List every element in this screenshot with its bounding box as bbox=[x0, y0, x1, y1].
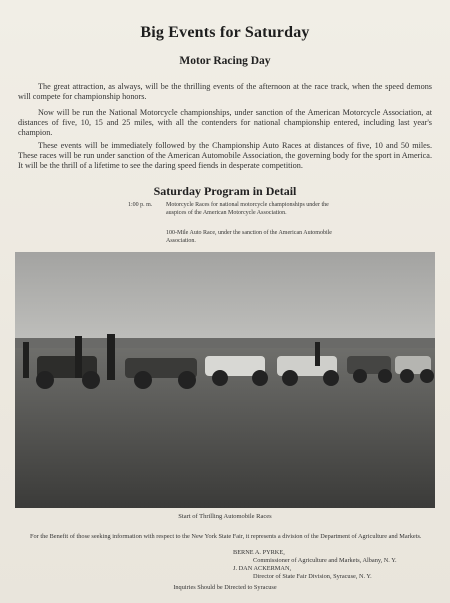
footer-intro: For the Benefit of those seeking information with respect to the New York State Fair, it represents a division of the Department of Agriculture and Markets. bbox=[30, 533, 422, 540]
paragraph-3: These events will be immediately followed by the Championship Auto Races at distances of five, 10 and 50 miles. These races will be run under sanction of the American Automobile Association, the governing body for the sport in America. It will be the thrill of a lifetime to see the daring speed fiends in desperate competition. bbox=[18, 141, 432, 170]
photo-caption: Start of Thrilling Automobile Races bbox=[178, 513, 272, 520]
inquiries-note: Inquiries Should be Directed to Syracuse bbox=[173, 584, 277, 591]
page-title: Big Events for Saturday bbox=[140, 24, 310, 41]
commissioner-name: BERNE A. PYRKE, bbox=[233, 549, 285, 556]
schedule-item-2: 100-Mile Auto Race, under the sanction of the American Automobile Association. bbox=[166, 230, 332, 244]
schedule-time: 1:00 p. m. bbox=[128, 202, 153, 208]
paragraph-1: The great attraction, as always, will be the thrilling events of the afternoon at the race track, when the speed demons will compete for championship honors. bbox=[18, 82, 432, 101]
schedule-item-1: Motorcycle Races for national motorcycle championships under the auspices of the American Motorcycle Association. bbox=[166, 202, 329, 216]
director-name: J. DAN ACKERMAN, bbox=[233, 565, 292, 572]
director-role: Director of State Fair Division, Syracuse, N. Y. bbox=[253, 573, 372, 580]
commissioner-role: Commissioner of Agriculture and Markets, Albany, N. Y. bbox=[253, 557, 397, 564]
paragraph-2: Now will be run the National Motorcycle championships, under sanction of the American Motorcycle Association, at distances of five, 10, 15 and 25 miles, with all the contenders for national championship entered, including last year's champion. bbox=[18, 108, 432, 137]
race-photo-illustration bbox=[15, 252, 435, 508]
race-photo bbox=[15, 252, 435, 508]
program-title: Saturday Program in Detail bbox=[153, 184, 297, 198]
section-subtitle: Motor Racing Day bbox=[179, 55, 271, 67]
